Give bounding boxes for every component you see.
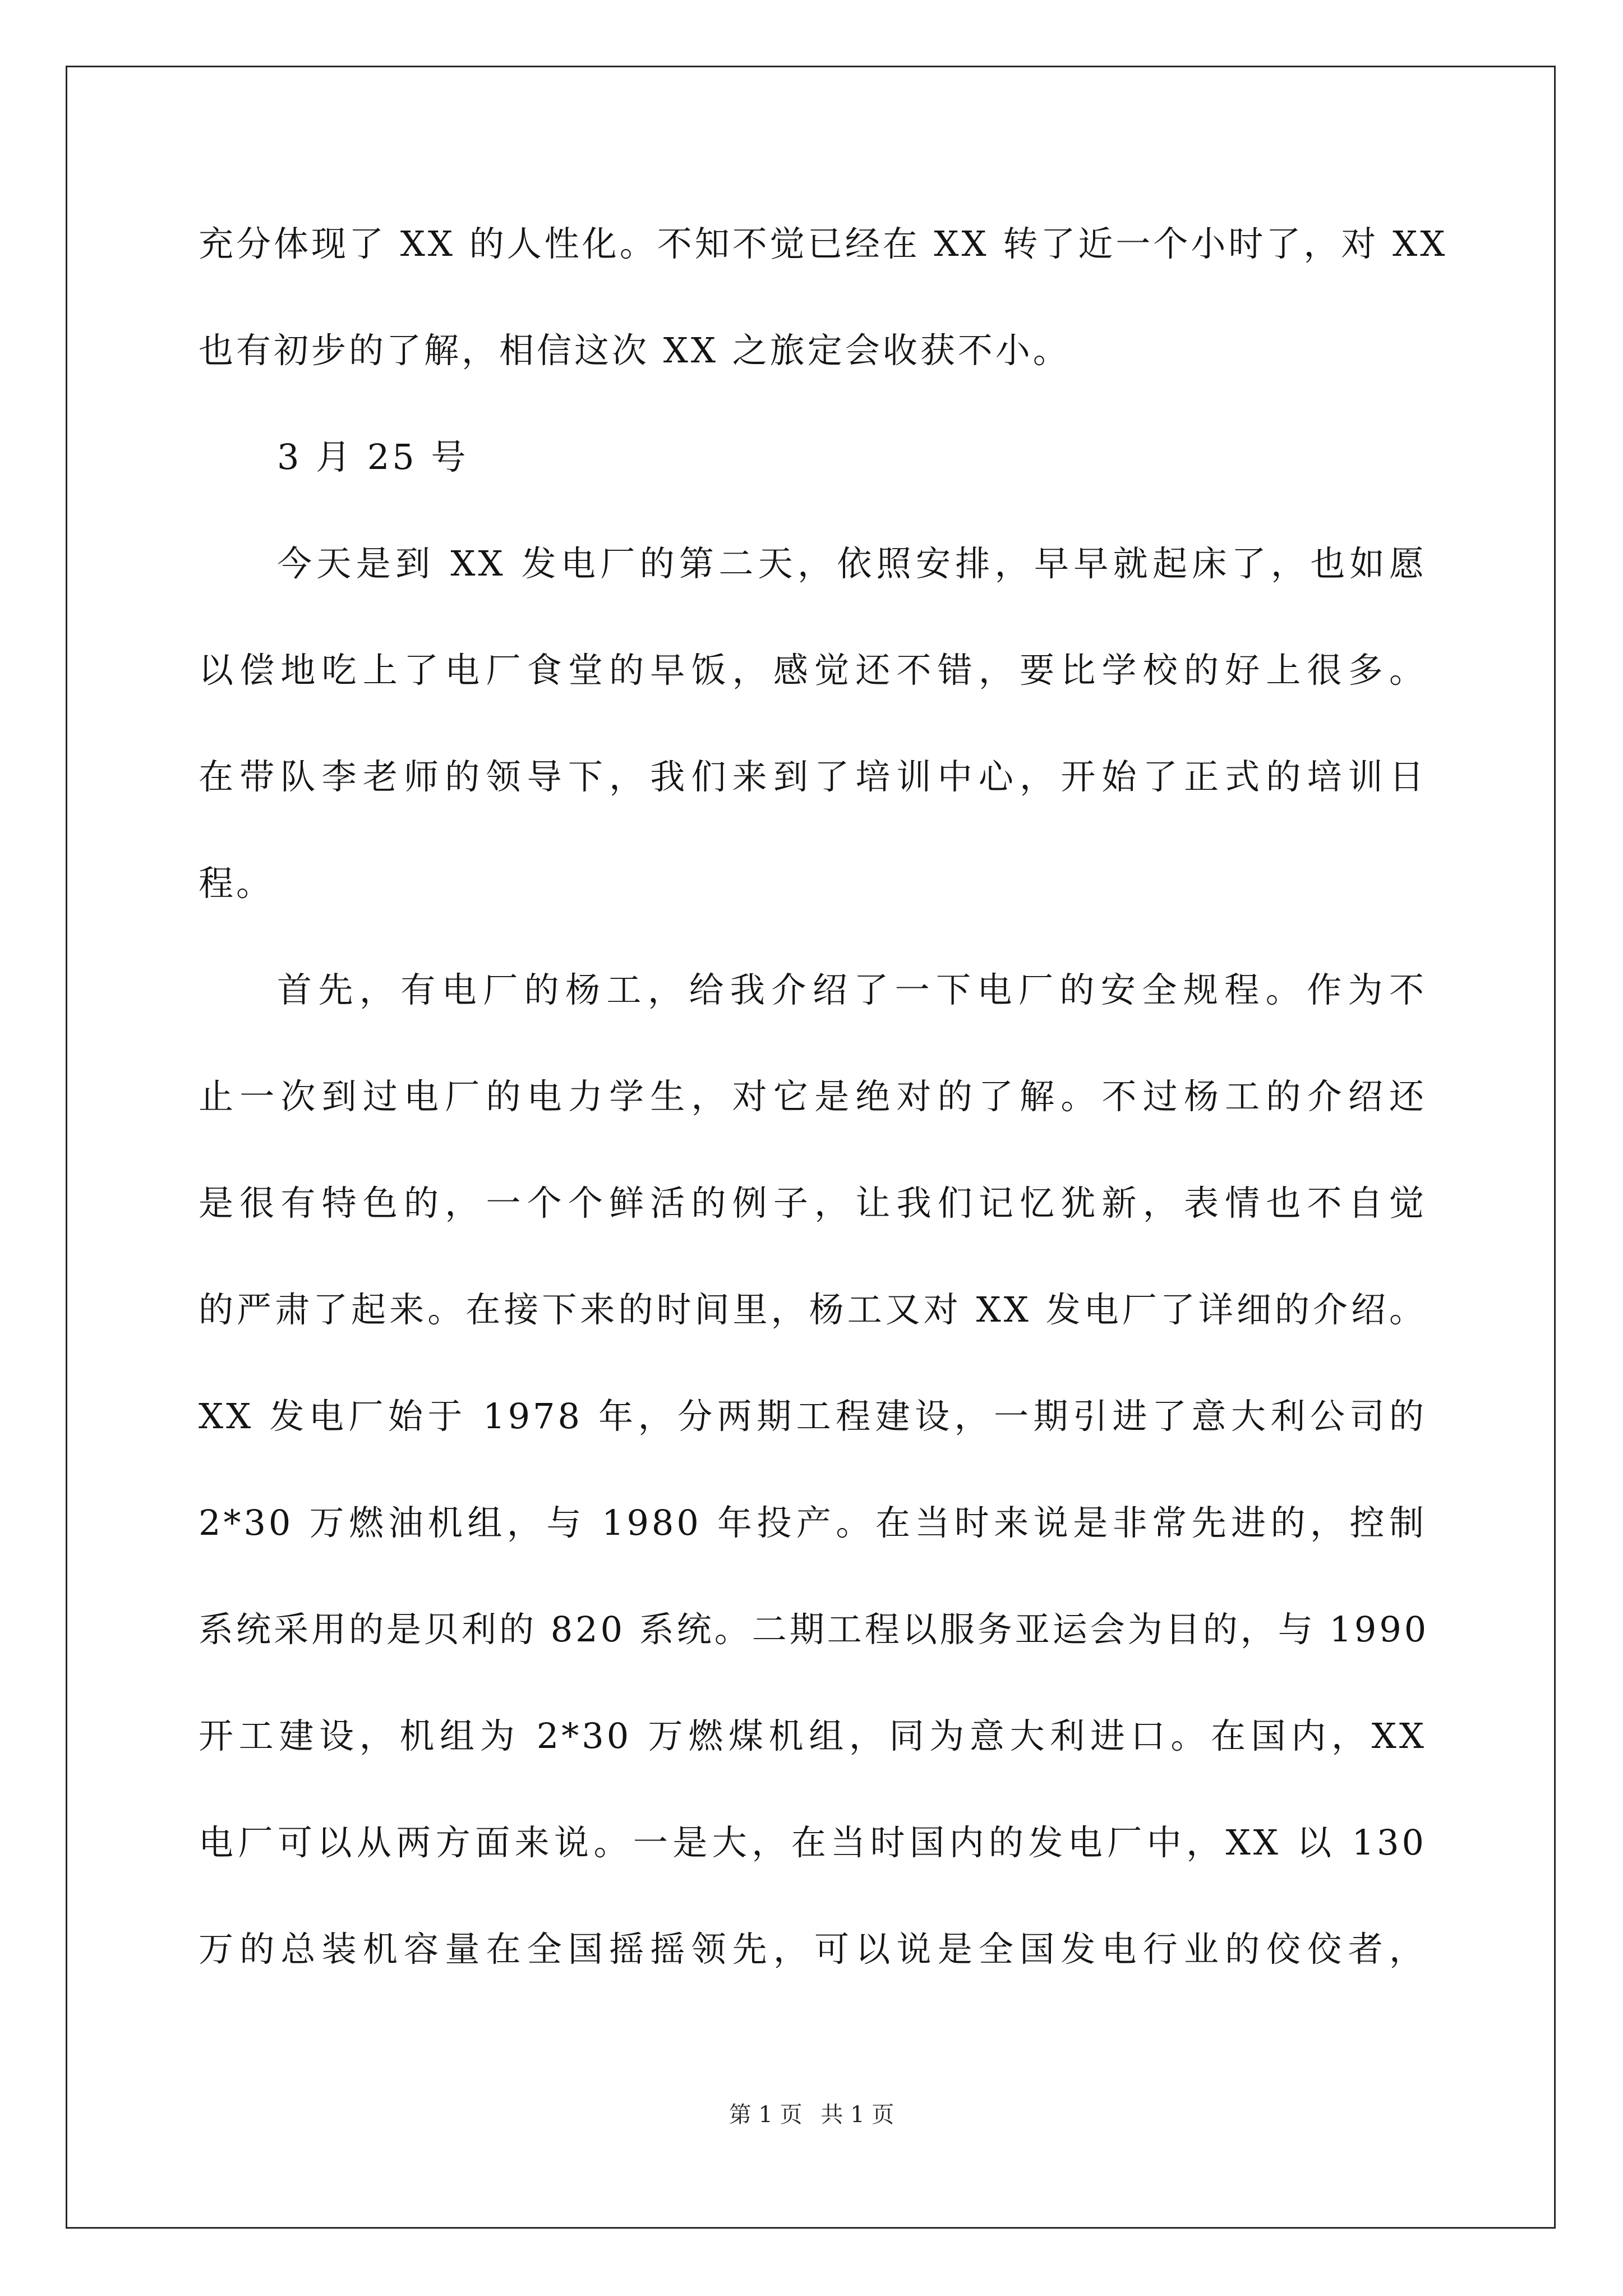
text-line: 开工建设，机组为 2*30 万燃煤机组，同为意大利进口。在国内，XX bbox=[199, 1715, 1427, 1756]
page-total: 共 1 页 bbox=[820, 2102, 895, 2128]
text-line: 今天是到 XX 发电厂的第二天，依照安排，早早就起床了，也如愿 bbox=[277, 543, 1427, 584]
text-line: 以偿地吃上了电厂食堂的早饭，感觉还不错，要比学校的好上很多。 bbox=[199, 650, 1427, 691]
text-line: 程。 bbox=[199, 863, 274, 904]
text-line: 的严肃了起来。在接下来的时间里，杨工又对 XX 发电厂了详细的介绍。 bbox=[199, 1289, 1427, 1330]
text-line: 电厂可以从两方面来说。一是大，在当时国内的发电厂中，XX 以 130 bbox=[199, 1822, 1427, 1863]
text-line: 也有初步的了解，相信这次 XX 之旅定会收获不小。 bbox=[199, 330, 1071, 371]
text-line: 系统采用的是贝利的 820 系统。二期工程以服务亚运会为目的，与 1990 bbox=[199, 1609, 1430, 1650]
text-line: 2*30 万燃油机组，与 1980 年投产。在当时来说是非常先进的，控制 bbox=[199, 1502, 1427, 1543]
page-footer bbox=[0, 2098, 1623, 2132]
text-line: XX 发电厂始于 1978 年，分两期工程建设，一期引进了意大利公司的 bbox=[199, 1396, 1427, 1437]
page-number: 第 1 页 bbox=[728, 2102, 803, 2128]
text-line: 万的总装机容量在全国摇摇领先，可以说是全国发电行业的佼佼者， bbox=[199, 1929, 1427, 1970]
text-line: 首先，有电厂的杨工，给我介绍了一下电厂的安全规程。作为不 bbox=[277, 969, 1427, 1010]
text-line: 在带队李老师的领导下，我们来到了培训中心，开始了正式的培训日 bbox=[199, 756, 1427, 797]
date-heading: 3 月 25 号 bbox=[277, 436, 469, 477]
document-body bbox=[199, 213, 1448, 2025]
text-line: 止一次到过电厂的电力学生，对它是绝对的了解。不过杨工的介绍还 bbox=[199, 1076, 1427, 1117]
text-line: 充分体现了 XX 的人性化。不知不觉已经在 XX 转了近一个小时了，对 XX bbox=[199, 223, 1448, 264]
text-line: 是很有特色的，一个个鲜活的例子，让我们记忆犹新，表情也不自觉 bbox=[199, 1182, 1427, 1223]
